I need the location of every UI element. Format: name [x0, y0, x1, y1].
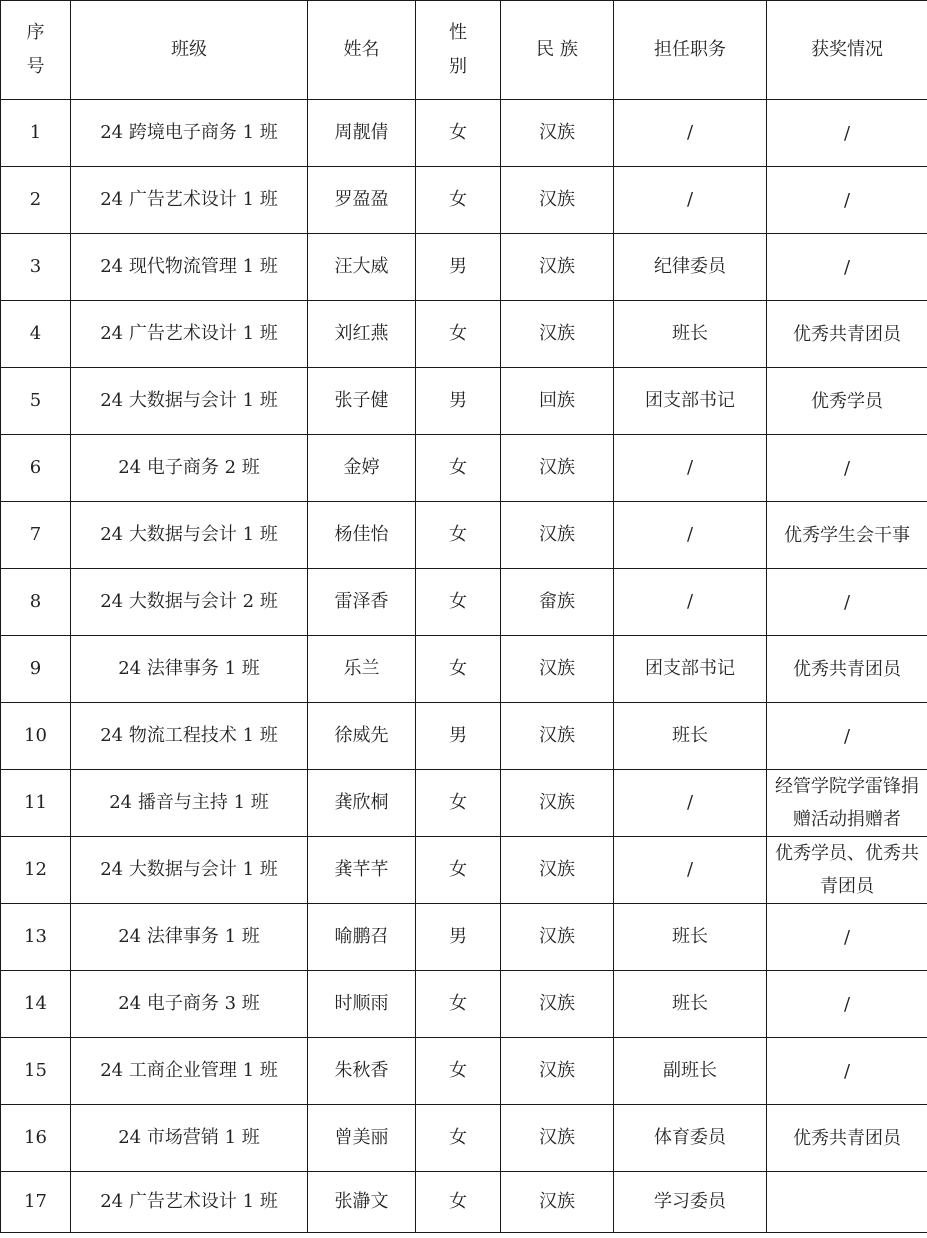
cell-index: 10: [1, 703, 71, 770]
cell-position: /: [614, 100, 767, 167]
cell-class: 24 法律事务 1 班: [71, 636, 308, 703]
table-row: [1, 971, 927, 1038]
cell-index: 7: [1, 502, 71, 569]
table-row: [1, 100, 927, 167]
cell-index: 8: [1, 569, 71, 636]
cell-name: 徐威先: [308, 703, 416, 770]
cell-index: 4: [1, 301, 71, 368]
cell-awards: /: [767, 904, 927, 971]
cell-ethnicity: 汉族: [501, 1038, 614, 1105]
header-class: 班级: [71, 1, 308, 100]
cell-ethnicity: 汉族: [501, 636, 614, 703]
header-name: 姓名: [308, 1, 416, 100]
cell-gender: 男: [416, 234, 501, 301]
cell-gender: 女: [416, 301, 501, 368]
header-gender: 性别: [416, 1, 501, 100]
cell-position: /: [614, 167, 767, 234]
cell-ethnicity: 汉族: [501, 703, 614, 770]
table-row: [1, 234, 927, 301]
cell-class: 24 大数据与会计 1 班: [71, 502, 308, 569]
cell-awards: /: [767, 435, 927, 502]
cell-index: 1: [1, 100, 71, 167]
cell-gender: 女: [416, 636, 501, 703]
cell-name: 雷泽香: [308, 569, 416, 636]
cell-position: 班长: [614, 971, 767, 1038]
cell-position: 纪律委员: [614, 234, 767, 301]
cell-class: 24 现代物流管理 1 班: [71, 234, 308, 301]
cell-ethnicity: 汉族: [501, 234, 614, 301]
cell-name: 时顺雨: [308, 971, 416, 1038]
cell-gender: 女: [416, 770, 501, 837]
cell-index: 6: [1, 435, 71, 502]
cell-class: 24 大数据与会计 1 班: [71, 368, 308, 435]
cell-name: 喻鹏召: [308, 904, 416, 971]
cell-name: 朱秋香: [308, 1038, 416, 1105]
cell-class: 24 大数据与会计 1 班: [71, 837, 308, 904]
cell-class: 24 广告艺术设计 1 班: [71, 167, 308, 234]
cell-class: 24 跨境电子商务 1 班: [71, 100, 308, 167]
cell-class: 24 播音与主持 1 班: [71, 770, 308, 837]
cell-position: 班长: [614, 301, 767, 368]
cell-awards: /: [767, 1038, 927, 1105]
cell-ethnicity: 汉族: [501, 1105, 614, 1172]
table-row: [1, 770, 927, 837]
cell-ethnicity: 汉族: [501, 971, 614, 1038]
cell-name: 龚芊芊: [308, 837, 416, 904]
cell-gender: 女: [416, 167, 501, 234]
cell-ethnicity: 汉族: [501, 301, 614, 368]
cell-awards: 优秀学员、优秀共青团员: [767, 837, 927, 904]
roster-body: [1, 100, 927, 1233]
cell-class: 24 广告艺术设计 1 班: [71, 1172, 308, 1233]
cell-gender: 女: [416, 100, 501, 167]
cell-gender: 女: [416, 971, 501, 1038]
table-row: [1, 636, 927, 703]
cell-gender: 女: [416, 1038, 501, 1105]
cell-awards: /: [767, 100, 927, 167]
cell-position: 班长: [614, 904, 767, 971]
table-row: [1, 837, 927, 904]
cell-position: /: [614, 770, 767, 837]
header-position: 担任职务: [614, 1, 767, 100]
cell-position: 体育委员: [614, 1105, 767, 1172]
table-row: [1, 904, 927, 971]
cell-ethnicity: 汉族: [501, 167, 614, 234]
cell-class: 24 电子商务 3 班: [71, 971, 308, 1038]
cell-gender: 男: [416, 368, 501, 435]
header-awards: 获奖情况: [767, 1, 927, 100]
cell-position: /: [614, 502, 767, 569]
cell-awards: /: [767, 703, 927, 770]
cell-gender: 女: [416, 502, 501, 569]
cell-name: 罗盈盈: [308, 167, 416, 234]
cell-position: 学习委员: [614, 1172, 767, 1233]
cell-class: 24 广告艺术设计 1 班: [71, 301, 308, 368]
cell-name: 杨佳怡: [308, 502, 416, 569]
cell-position: 团支部书记: [614, 636, 767, 703]
cell-ethnicity: 汉族: [501, 100, 614, 167]
cell-awards: 优秀共青团员: [767, 301, 927, 368]
cell-gender: 女: [416, 569, 501, 636]
cell-position: /: [614, 569, 767, 636]
cell-ethnicity: 畲族: [501, 569, 614, 636]
cell-gender: 男: [416, 703, 501, 770]
cell-class: 24 法律事务 1 班: [71, 904, 308, 971]
cell-index: 17: [1, 1172, 71, 1233]
cell-position: /: [614, 837, 767, 904]
cell-ethnicity: 汉族: [501, 904, 614, 971]
header-ethnicity: 民 族: [501, 1, 614, 100]
cell-ethnicity: 汉族: [501, 1172, 614, 1233]
cell-class: 24 大数据与会计 2 班: [71, 569, 308, 636]
cell-awards: [767, 1172, 927, 1233]
cell-name: 张瀞文: [308, 1172, 416, 1233]
cell-awards: 优秀共青团员: [767, 636, 927, 703]
cell-index: 12: [1, 837, 71, 904]
table-row: [1, 435, 927, 502]
cell-awards: 经管学院学雷锋捐赠活动捐赠者: [767, 770, 927, 837]
cell-index: 16: [1, 1105, 71, 1172]
cell-class: 24 电子商务 2 班: [71, 435, 308, 502]
header-index: 序号: [1, 1, 71, 100]
table-row: [1, 703, 927, 770]
cell-index: 3: [1, 234, 71, 301]
header-row: [1, 1, 927, 100]
cell-name: 周靓倩: [308, 100, 416, 167]
cell-index: 14: [1, 971, 71, 1038]
cell-position: 副班长: [614, 1038, 767, 1105]
cell-ethnicity: 回族: [501, 368, 614, 435]
cell-awards: 优秀共青团员: [767, 1105, 927, 1172]
cell-gender: 女: [416, 1172, 501, 1233]
cell-gender: 女: [416, 435, 501, 502]
cell-gender: 女: [416, 1105, 501, 1172]
cell-name: 汪大威: [308, 234, 416, 301]
cell-index: 11: [1, 770, 71, 837]
cell-position: 班长: [614, 703, 767, 770]
table-row: [1, 301, 927, 368]
table-row: [1, 502, 927, 569]
cell-awards: /: [767, 234, 927, 301]
cell-name: 乐兰: [308, 636, 416, 703]
cell-name: 龚欣桐: [308, 770, 416, 837]
table-row: [1, 167, 927, 234]
cell-class: 24 市场营销 1 班: [71, 1105, 308, 1172]
cell-gender: 女: [416, 837, 501, 904]
cell-ethnicity: 汉族: [501, 837, 614, 904]
cell-index: 5: [1, 368, 71, 435]
cell-gender: 男: [416, 904, 501, 971]
cell-awards: 优秀学生会干事: [767, 502, 927, 569]
table-row: [1, 1172, 927, 1233]
cell-index: 9: [1, 636, 71, 703]
cell-position: 团支部书记: [614, 368, 767, 435]
cell-index: 2: [1, 167, 71, 234]
cell-awards: /: [767, 971, 927, 1038]
cell-class: 24 物流工程技术 1 班: [71, 703, 308, 770]
cell-ethnicity: 汉族: [501, 435, 614, 502]
table-row: [1, 1038, 927, 1105]
cell-name: 张子健: [308, 368, 416, 435]
cell-awards: 优秀学员: [767, 368, 927, 435]
cell-index: 15: [1, 1038, 71, 1105]
cell-position: /: [614, 435, 767, 502]
cell-awards: /: [767, 167, 927, 234]
cell-awards: /: [767, 569, 927, 636]
cell-index: 13: [1, 904, 71, 971]
cell-class: 24 工商企业管理 1 班: [71, 1038, 308, 1105]
cell-name: 刘红燕: [308, 301, 416, 368]
table-row: [1, 368, 927, 435]
cell-ethnicity: 汉族: [501, 502, 614, 569]
table-row: [1, 1105, 927, 1172]
cell-name: 金婷: [308, 435, 416, 502]
cell-name: 曾美丽: [308, 1105, 416, 1172]
cell-ethnicity: 汉族: [501, 770, 614, 837]
table-row: [1, 569, 927, 636]
